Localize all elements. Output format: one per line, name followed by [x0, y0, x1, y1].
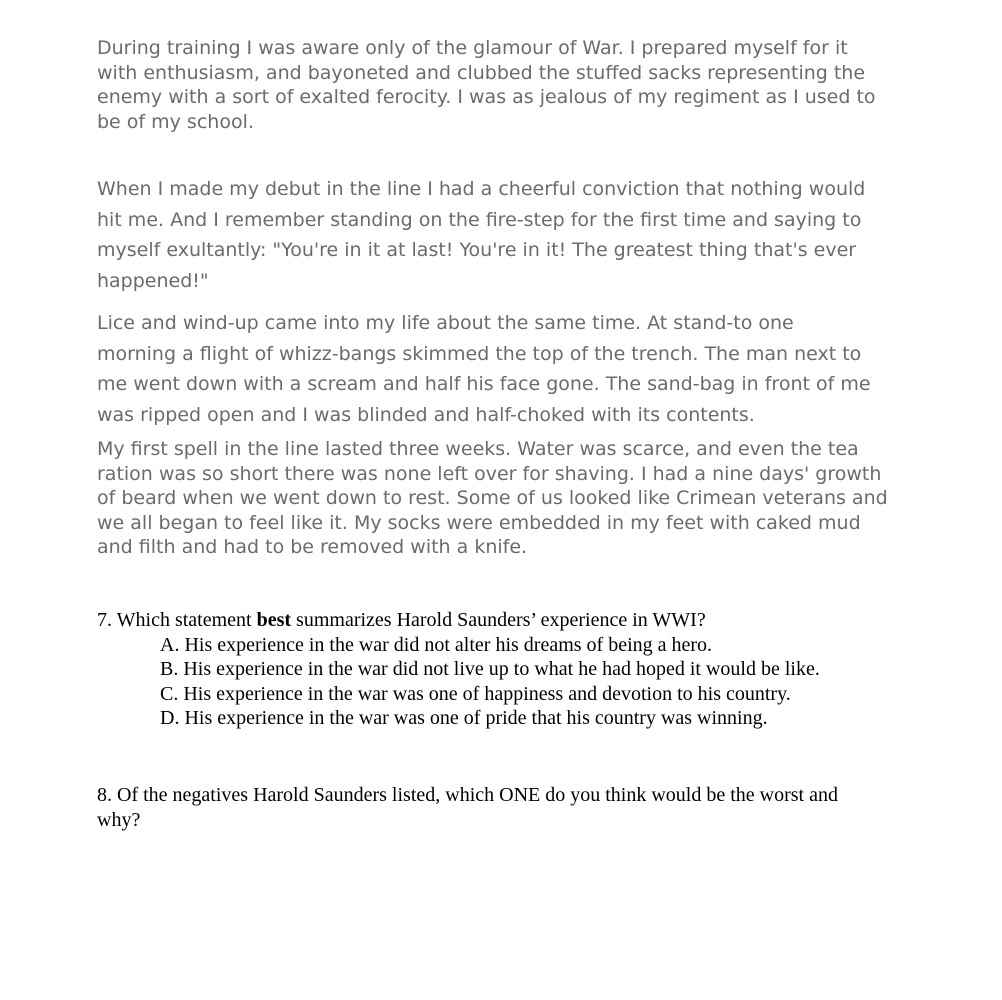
- passage-paragraph-2: [97, 174, 865, 296]
- passage-line: with enthusiasm, and bayoneted and clubbed the stuffed sacks representing the: [97, 61, 866, 84]
- passage-line: of beard when we went down to rest. Some of us looked like Crimean veterans and: [97, 487, 888, 509]
- passage-line: morning a flight of whizz-bangs skimmed the top of the trench. The man next to: [97, 342, 862, 365]
- passage-line: Lice and wind-up came into my life about the same time. At stand-to one: [97, 312, 794, 334]
- question-7: [97, 608, 820, 731]
- question-8-line: why?: [97, 808, 141, 831]
- question-7-option-a: A. His experience in the war did not alter his dreams of being a hero.: [160, 633, 713, 656]
- passage-line: happened!": [97, 269, 209, 292]
- question-7-suffix: summarizes Harold Saunders’ experience in WWI?: [291, 609, 706, 631]
- passage-line: was ripped open and I was blinded and half-choked with its contents.: [97, 403, 755, 426]
- question-7-emphasis: best: [256, 609, 292, 631]
- passage-line: hit me. And I remember standing on the fire-step for the first time and saying to: [97, 208, 862, 231]
- question-7-option-d: D. His experience in the war was one of pride that his country was winning.: [160, 707, 768, 729]
- question-8: [97, 783, 838, 832]
- passage-line: myself exultantly: "You're in it at last! You're in it! The greatest thing that's ever: [97, 239, 857, 261]
- passage-line: we all began to feel like it. My socks were embedded in my feet with caked mud: [97, 511, 861, 534]
- passage-line: My first spell in the line lasted three weeks. Water was scarce, and even the tea: [97, 438, 859, 460]
- passage-line: and filth and had to be removed with a knife.: [97, 536, 528, 558]
- question-7-stem: [97, 608, 820, 633]
- question-7-option-c: C. His experience in the war was one of happiness and devotion to his country.: [160, 682, 791, 705]
- passage-paragraph-1: [97, 36, 876, 134]
- passage-line: be of my school.: [97, 110, 254, 133]
- question-7-option-b: B. His experience in the war did not live up to what he had hoped it would be like.: [160, 658, 820, 680]
- passage-line: During training I was aware only of the glamour of War. I prepared myself for it: [97, 37, 848, 59]
- passage-line: ration was so short there was none left over for shaving. I had a nine days' growth: [97, 462, 882, 485]
- question-8-line: 8. Of the negatives Harold Saunders listed, which ONE do you think would be the worst and: [97, 784, 838, 806]
- passage-line: When I made my debut in the line I had a cheerful conviction that nothing would: [97, 178, 866, 200]
- passage-paragraph-3: [97, 308, 871, 430]
- passage-line: me went down with a scream and half his face gone. The sand-bag in front of me: [97, 373, 871, 395]
- question-7-prefix: 7. Which statement: [97, 609, 257, 631]
- passage-line: enemy with a sort of exalted ferocity. I was as jealous of my regiment as I used to: [97, 86, 876, 108]
- passage-paragraph-4: [97, 437, 888, 560]
